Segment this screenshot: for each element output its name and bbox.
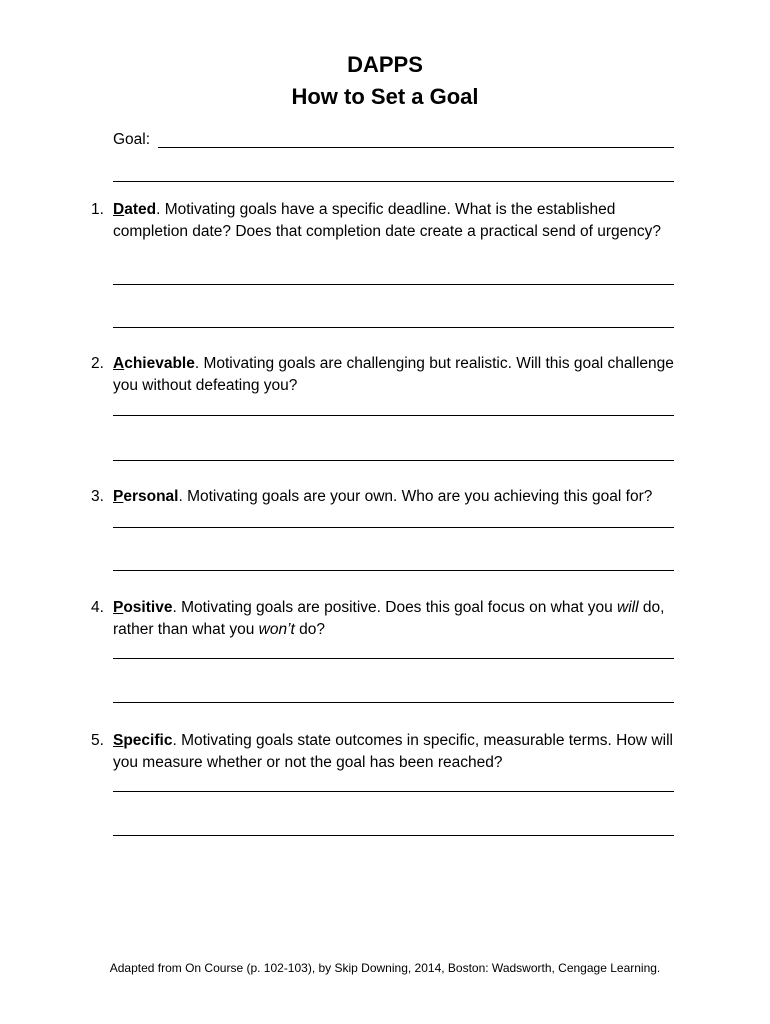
item-keyword-rest: ated (124, 201, 157, 218)
item-dated (91, 199, 681, 243)
answer-line[interactable] (113, 702, 674, 703)
item-text (113, 486, 681, 508)
item-description: . Motivating goals are your own. Who are you achieving this goal for? (178, 488, 653, 505)
item-achievable (91, 353, 681, 397)
item-number: 5. (91, 732, 104, 749)
item-number: 4. (91, 599, 104, 616)
item-text (113, 199, 681, 243)
page-title: DAPPS (347, 52, 423, 77)
item-keyword-initial: P (113, 488, 124, 505)
item-keyword-initial: D (113, 201, 125, 218)
item-number: 3. (91, 488, 104, 505)
item-keyword-rest: ositive (123, 599, 173, 616)
goal-answer-line[interactable] (113, 181, 674, 182)
item-specific (91, 730, 681, 774)
goal-label: Goal: (113, 131, 151, 148)
answer-line[interactable] (113, 460, 674, 461)
page-subtitle: How to Set a Goal (291, 84, 479, 109)
answer-line[interactable] (113, 327, 674, 328)
item-number: 2. (91, 355, 104, 372)
item-keyword (113, 732, 172, 749)
item-description: . Motivating goals are challenging but realistic. Will this goal challenge you without defeating you? (113, 355, 674, 394)
item-description: . Motivating goals are positive. Does this goal focus on what you (172, 599, 618, 616)
item-number: 1. (91, 201, 104, 218)
answer-line[interactable] (113, 835, 674, 836)
item-keyword-rest: chievable (124, 355, 195, 372)
item-description: . Motivating goals have a specific deadline. What is the established completion date? Does that completion date create a practical send of urgency? (113, 201, 661, 240)
goal-answer-line[interactable] (158, 147, 674, 148)
item-personal (91, 486, 681, 508)
item-positive (91, 597, 681, 641)
item-description-end: do? (294, 621, 325, 638)
item-keyword (113, 599, 172, 616)
item-text (113, 353, 681, 397)
item-keyword (113, 201, 156, 218)
item-text (113, 597, 681, 641)
item-emphasis: won’t (258, 621, 295, 638)
item-keyword-rest: pecific (123, 732, 173, 749)
item-text (113, 730, 681, 774)
footer-citation: Adapted from On Course (p. 102-103), by Skip Downing, 2014, Boston: Wadsworth, Cengage Learning. (109, 961, 661, 975)
answer-line[interactable] (113, 658, 674, 659)
answer-line[interactable] (113, 791, 674, 792)
item-keyword (113, 488, 178, 505)
item-keyword-initial: P (113, 599, 124, 616)
item-description: . Motivating goals state outcomes in specific, measurable terms. How will you measure whether or not the goal has been reached? (113, 732, 673, 771)
item-keyword (113, 355, 195, 372)
answer-line[interactable] (113, 570, 674, 571)
answer-line[interactable] (113, 284, 674, 285)
item-keyword-initial: A (113, 355, 125, 372)
item-keyword-rest: ersonal (123, 488, 179, 505)
item-keyword-initial: S (113, 732, 124, 749)
answer-line[interactable] (113, 527, 674, 528)
item-emphasis: will (617, 599, 639, 616)
item-description-cont: do, rather than what you (113, 599, 665, 638)
answer-line[interactable] (113, 415, 674, 416)
